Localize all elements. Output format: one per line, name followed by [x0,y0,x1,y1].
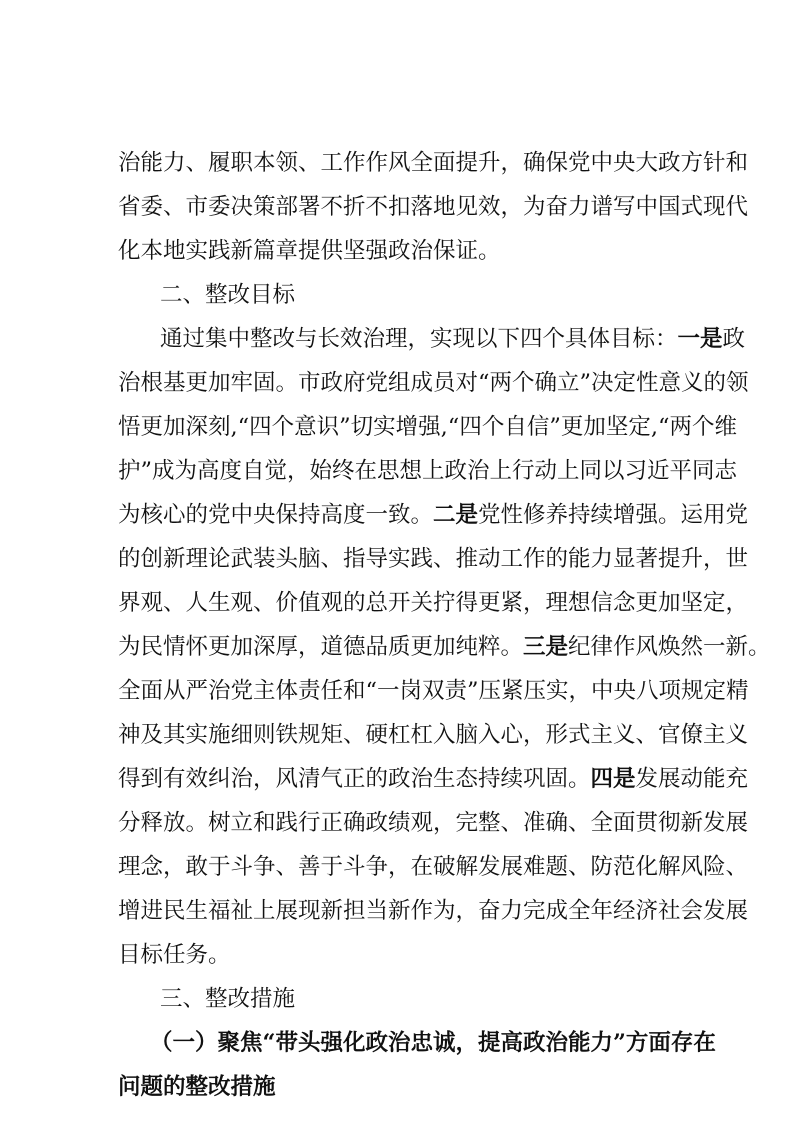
subsection-one-line-1: （一）聚焦“带头强化政治忠诚，提高政治能力”方面存在 [150,1030,716,1056]
intro-line-1: 治能力、履职本领、工作作风全面提升，确保党中央大政方针和 [118,150,749,176]
goals-line-10: 神及其实施细则铁规矩、硬杠杠入脑入心，形式主义、官僚主义 [118,722,749,748]
goals-line-2: 治根基更加牢固。市政府党组成员对“两个确立”决定性意义的领 [118,370,749,396]
intro-line-2: 省委、市委决策部署不折不扣落地见效，为奋力谱写中国式现代 [118,194,749,220]
goals-line-13: 理念，敢于斗争、善于斗争，在破解发展难题、防范化解风险、 [118,854,749,880]
goals-line-12: 分释放。树立和践行正确政绩观，完整、准确、全面贯彻新发展 [118,810,749,836]
intro-line-3: 化本地实践新篇章提供坚强政治保证。 [118,238,501,264]
goals-line-9: 全面从严治党主体责任和“一岗双责”压紧压实，中央八项规定精 [118,678,749,704]
goals-line-6: 的创新理论武装头脑、指导实践、推动工作的能力显著提升，世 [118,546,749,572]
subsection-one-line-2: 问题的整改措施 [118,1074,276,1100]
goals-line-5: 为核心的党中央保持高度一致。二是党性修养持续增强。运用党 [118,502,749,528]
goals-line-3: 悟更加深刻,“四个意识”切实增强,“四个自信”更加坚定,“两个维 [118,414,737,440]
section-two-heading: 二、整改目标 [160,282,296,308]
goals-line-8: 为民情怀更加深厚，道德品质更加纯粹。三是纪律作风焕然一新。 [118,634,771,660]
section-three-heading: 三、整改措施 [160,986,296,1012]
goals-line-4: 护”成为高度自觉，始终在思想上政治上行动上同以习近平同志 [118,458,738,484]
goals-line-1: 通过集中整改与长效治理，实现以下四个具体目标：一是政 [160,326,746,352]
goals-line-7: 界观、人生观、价值观的总开关拧得更紧，理想信念更加坚定， [118,590,749,616]
goals-line-15: 目标任务。 [118,942,231,968]
goals-line-11: 得到有效纠治，风清气正的政治生态持续巩固。四是发展动能充 [118,766,749,792]
goals-line-14: 增进民生福祉上展现新担当新作为，奋力完成全年经济社会发展 [118,898,749,924]
